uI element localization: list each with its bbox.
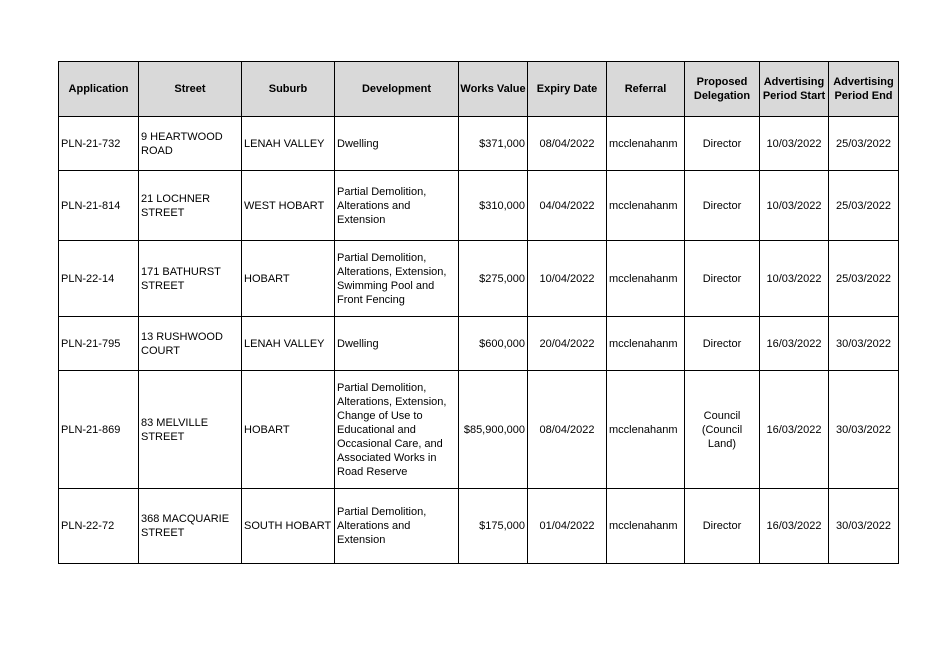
cell-application: PLN-21-795 xyxy=(59,317,139,371)
cell-advertising-end: 30/03/2022 xyxy=(829,489,899,564)
cell-referral: mcclenahanm xyxy=(607,317,685,371)
cell-works-value: $85,900,000 xyxy=(459,371,528,489)
cell-works-value: $600,000 xyxy=(459,317,528,371)
table-row xyxy=(59,317,899,371)
header-advertising-period-start: Advertising Period Start xyxy=(760,62,829,117)
cell-suburb: HOBART xyxy=(242,241,335,317)
header-street: Street xyxy=(139,62,242,117)
cell-delegation: Director xyxy=(685,489,760,564)
header-proposed-delegation: Proposed Delegation xyxy=(685,62,760,117)
cell-street: 368 MACQUARIE STREET xyxy=(139,489,242,564)
cell-expiry-date: 01/04/2022 xyxy=(528,489,607,564)
cell-expiry-date: 10/04/2022 xyxy=(528,241,607,317)
cell-referral: mcclenahanm xyxy=(607,241,685,317)
cell-application: PLN-22-72 xyxy=(59,489,139,564)
table-row xyxy=(59,371,899,489)
cell-expiry-date: 08/04/2022 xyxy=(528,371,607,489)
cell-advertising-start: 16/03/2022 xyxy=(760,317,829,371)
cell-suburb: SOUTH HOBART xyxy=(242,489,335,564)
header-expiry-date: Expiry Date xyxy=(528,62,607,117)
table-header xyxy=(59,62,899,117)
cell-referral: mcclenahanm xyxy=(607,171,685,241)
cell-delegation: Director xyxy=(685,117,760,171)
cell-application: PLN-21-869 xyxy=(59,371,139,489)
cell-street: 171 BATHURST STREET xyxy=(139,241,242,317)
cell-works-value: $371,000 xyxy=(459,117,528,171)
cell-development: Partial Demolition, Alterations and Extension xyxy=(335,489,459,564)
cell-development: Partial Demolition, Alterations and Extension xyxy=(335,171,459,241)
cell-development: Partial Demolition, Alterations, Extension, Change of Use to Educational and Occasional Care, and Associated Works in Road Reserve xyxy=(335,371,459,489)
cell-delegation: Director xyxy=(685,241,760,317)
cell-advertising-end: 30/03/2022 xyxy=(829,317,899,371)
cell-referral: mcclenahanm xyxy=(607,489,685,564)
table-row xyxy=(59,489,899,564)
header-referral: Referral xyxy=(607,62,685,117)
cell-street: 9 HEARTWOOD ROAD xyxy=(139,117,242,171)
cell-suburb: LENAH VALLEY xyxy=(242,317,335,371)
cell-expiry-date: 08/04/2022 xyxy=(528,117,607,171)
cell-development: Dwelling xyxy=(335,317,459,371)
cell-advertising-start: 10/03/2022 xyxy=(760,241,829,317)
cell-advertising-end: 25/03/2022 xyxy=(829,241,899,317)
cell-advertising-start: 16/03/2022 xyxy=(760,371,829,489)
cell-advertising-start: 10/03/2022 xyxy=(760,117,829,171)
cell-advertising-start: 10/03/2022 xyxy=(760,171,829,241)
cell-street: 21 LOCHNER STREET xyxy=(139,171,242,241)
header-row xyxy=(59,62,899,117)
header-advertising-period-end: Advertising Period End xyxy=(829,62,899,117)
cell-advertising-end: 25/03/2022 xyxy=(829,117,899,171)
cell-street: 83 MELVILLE STREET xyxy=(139,371,242,489)
cell-advertising-end: 25/03/2022 xyxy=(829,171,899,241)
cell-suburb: WEST HOBART xyxy=(242,171,335,241)
cell-referral: mcclenahanm xyxy=(607,117,685,171)
cell-street: 13 RUSHWOOD COURT xyxy=(139,317,242,371)
table-row xyxy=(59,171,899,241)
header-application: Application xyxy=(59,62,139,117)
cell-advertising-end: 30/03/2022 xyxy=(829,371,899,489)
cell-referral: mcclenahanm xyxy=(607,371,685,489)
cell-works-value: $310,000 xyxy=(459,171,528,241)
cell-works-value: $175,000 xyxy=(459,489,528,564)
cell-delegation: Council (Council Land) xyxy=(685,371,760,489)
cell-application: PLN-21-814 xyxy=(59,171,139,241)
applications-table xyxy=(58,61,899,564)
cell-delegation: Director xyxy=(685,317,760,371)
cell-works-value: $275,000 xyxy=(459,241,528,317)
cell-development: Partial Demolition, Alterations, Extension, Swimming Pool and Front Fencing xyxy=(335,241,459,317)
table-row xyxy=(59,241,899,317)
cell-suburb: HOBART xyxy=(242,371,335,489)
cell-expiry-date: 20/04/2022 xyxy=(528,317,607,371)
cell-advertising-start: 16/03/2022 xyxy=(760,489,829,564)
cell-expiry-date: 04/04/2022 xyxy=(528,171,607,241)
header-development: Development xyxy=(335,62,459,117)
cell-development: Dwelling xyxy=(335,117,459,171)
cell-application: PLN-22-14 xyxy=(59,241,139,317)
cell-suburb: LENAH VALLEY xyxy=(242,117,335,171)
header-works-value: Works Value xyxy=(459,62,528,117)
header-suburb: Suburb xyxy=(242,62,335,117)
table-row xyxy=(59,117,899,171)
cell-application: PLN-21-732 xyxy=(59,117,139,171)
cell-delegation: Director xyxy=(685,171,760,241)
table-body xyxy=(59,117,899,564)
